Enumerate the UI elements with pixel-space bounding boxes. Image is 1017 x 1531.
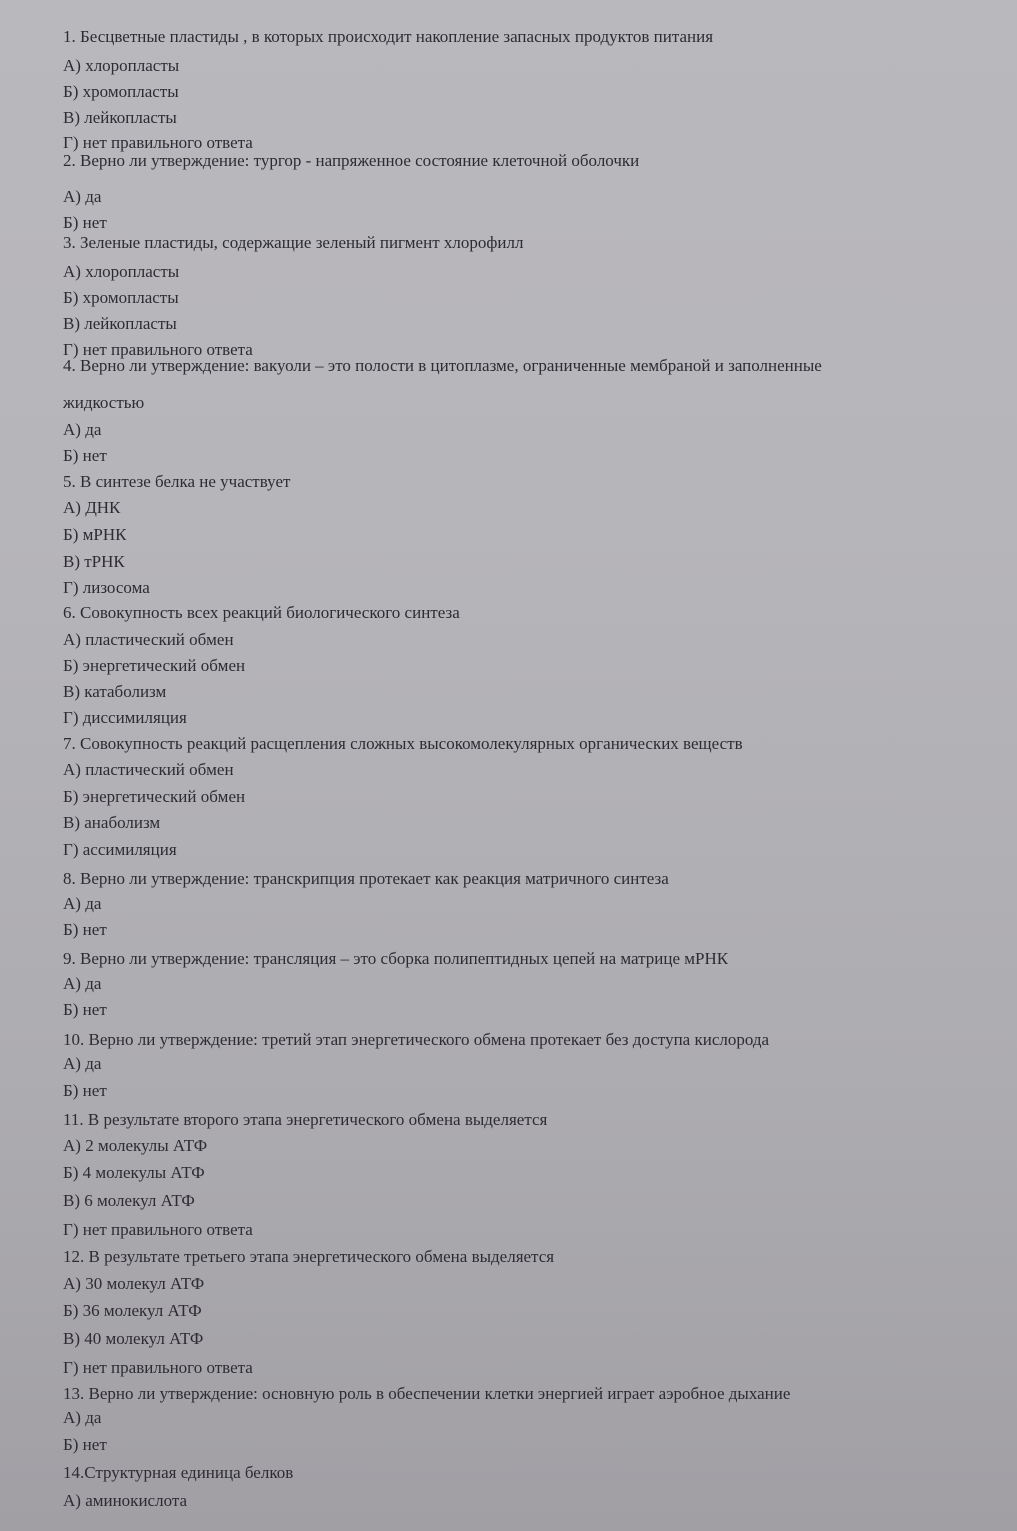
question-9-text: 9. Верно ли утверждение: трансляция – это сборка полипептидных цепей на матрице мРНК: [63, 949, 729, 968]
q4-option-b: Б) нет: [63, 446, 107, 465]
q12-option-b: Б) 36 молекул АТФ: [63, 1301, 202, 1320]
q1-option-b: Б) хромопласты: [63, 82, 179, 101]
q5-option-a: А) ДНК: [63, 498, 121, 517]
q5-option-c: В) тРНК: [63, 552, 125, 571]
question-14-text: 14.Структурная единица белков: [63, 1463, 294, 1482]
question-2-text: 2. Верно ли утверждение: тургор - напряженное состояние клеточной оболочки: [63, 151, 640, 170]
question-10-text: 10. Верно ли утверждение: третий этап энергетического обмена протекает без доступа кислорода: [63, 1030, 770, 1049]
q3-option-d: Г) нет правильного ответа: [63, 340, 253, 359]
q13-option-a: А) да: [63, 1408, 102, 1427]
question-11-text: 11. В результате второго этапа энергетического обмена выделяется: [63, 1110, 548, 1129]
q8-option-a: А) да: [63, 894, 102, 913]
question-8-text: 8. Верно ли утверждение: транскрипция протекает как реакция матричного синтеза: [63, 869, 669, 888]
q3-option-b: Б) хромопласты: [63, 288, 179, 307]
q6-option-d: Г) диссимиляция: [63, 708, 187, 727]
q11-option-b: Б) 4 молекулы АТФ: [63, 1163, 205, 1182]
question-7-text: 7. Совокупность реакций расщепления сложных высокомолекулярных органических веществ: [63, 734, 743, 753]
q13-option-b: Б) нет: [63, 1435, 107, 1454]
test-document: [63, 26, 993, 1526]
q12-option-a: А) 30 молекул АТФ: [63, 1274, 205, 1293]
q7-option-a: А) пластический обмен: [63, 760, 234, 779]
question-6-text: 6. Совокупность всех реакций биологического синтеза: [63, 603, 460, 622]
question-1-text: 1. Бесцветные пластиды , в которых происходит накопление запасных продуктов питания: [63, 27, 714, 46]
q7-option-d: Г) ассимиляция: [63, 840, 177, 859]
q11-option-a: А) 2 молекулы АТФ: [63, 1136, 208, 1155]
q6-option-a: А) пластический обмен: [63, 630, 234, 649]
q5-option-d: Г) лизосома: [63, 578, 150, 597]
q7-option-c: В) анаболизм: [63, 813, 161, 832]
q5-option-b: Б) мРНК: [63, 525, 127, 544]
question-5-text: 5. В синтезе белка не участвует: [63, 472, 291, 491]
question-3-text: 3. Зеленые пластиды, содержащие зеленый пигмент хлорофилл: [63, 233, 524, 252]
question-4-text-continuation: жидкостью: [63, 393, 145, 412]
q14-option-a: А) аминокислота: [63, 1491, 188, 1510]
question-4-text: 4. Верно ли утверждение: вакуоли – это полости в цитоплазме, ограниченные мембраной и заполненные: [63, 356, 822, 375]
q9-option-a: А) да: [63, 974, 102, 993]
q7-option-b: Б) энергетический обмен: [63, 787, 246, 806]
q11-option-d: Г) нет правильного ответа: [63, 1220, 253, 1239]
q1-option-c: В) лейкопласты: [63, 108, 177, 127]
q6-option-c: В) катаболизм: [63, 682, 167, 701]
q6-option-b: Б) энергетический обмен: [63, 656, 246, 675]
question-13-text: 13. Верно ли утверждение: основную роль в обеспечении клетки энергией играет аэробное дыхание: [63, 1384, 791, 1403]
question-12-text: 12. В результате третьего этапа энергетического обмена выделяется: [63, 1247, 555, 1266]
q8-option-b: Б) нет: [63, 920, 107, 939]
q1-option-a: А) хлоропласты: [63, 56, 180, 75]
q11-option-c: В) 6 молекул АТФ: [63, 1191, 195, 1210]
q2-option-a: А) да: [63, 187, 102, 206]
q2-option-b: Б) нет: [63, 213, 107, 232]
q4-option-a: А) да: [63, 420, 102, 439]
q12-option-c: В) 40 молекул АТФ: [63, 1329, 204, 1348]
q1-option-d: Г) нет правильного ответа: [63, 133, 253, 152]
q3-option-c: В) лейкопласты: [63, 314, 177, 333]
q3-option-a: А) хлоропласты: [63, 262, 180, 281]
q10-option-a: А) да: [63, 1054, 102, 1073]
q9-option-b: Б) нет: [63, 1000, 107, 1019]
q12-option-d: Г) нет правильного ответа: [63, 1358, 253, 1377]
q10-option-b: Б) нет: [63, 1081, 107, 1100]
